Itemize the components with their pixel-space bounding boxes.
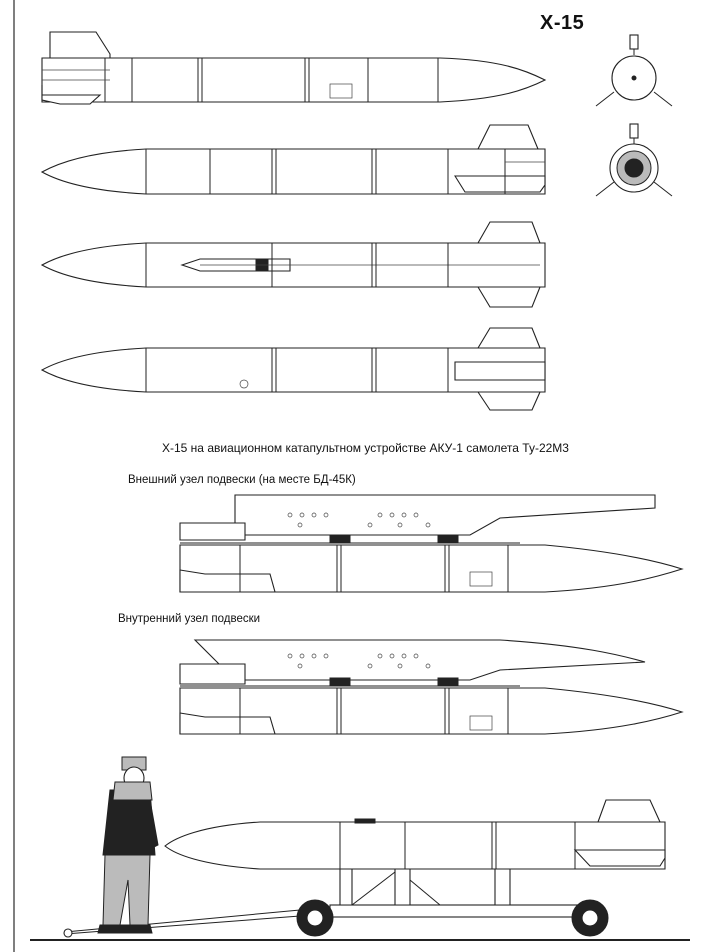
missile-side-view-2 xyxy=(42,125,545,194)
drawing-title: Х-15 xyxy=(540,12,585,34)
missile-side-view-top xyxy=(42,32,545,104)
soldier-figure xyxy=(98,757,158,933)
outer-mount-label: Внешний узел подвески (на месте БД-45К) xyxy=(128,474,356,486)
missile-front-view xyxy=(596,35,672,106)
drawing-caption: Х-15 на авиационном катапультном устройстве АКУ-1 самолета Ту-22М3 xyxy=(162,441,569,455)
inner-mount-assembly xyxy=(180,640,682,734)
missile-top-view xyxy=(42,222,545,307)
outer-mount-assembly xyxy=(180,495,682,592)
missile-bottom-view xyxy=(42,328,545,410)
missile-rear-view xyxy=(596,124,672,196)
inner-mount-label: Внутренний узел подвески xyxy=(118,613,261,625)
